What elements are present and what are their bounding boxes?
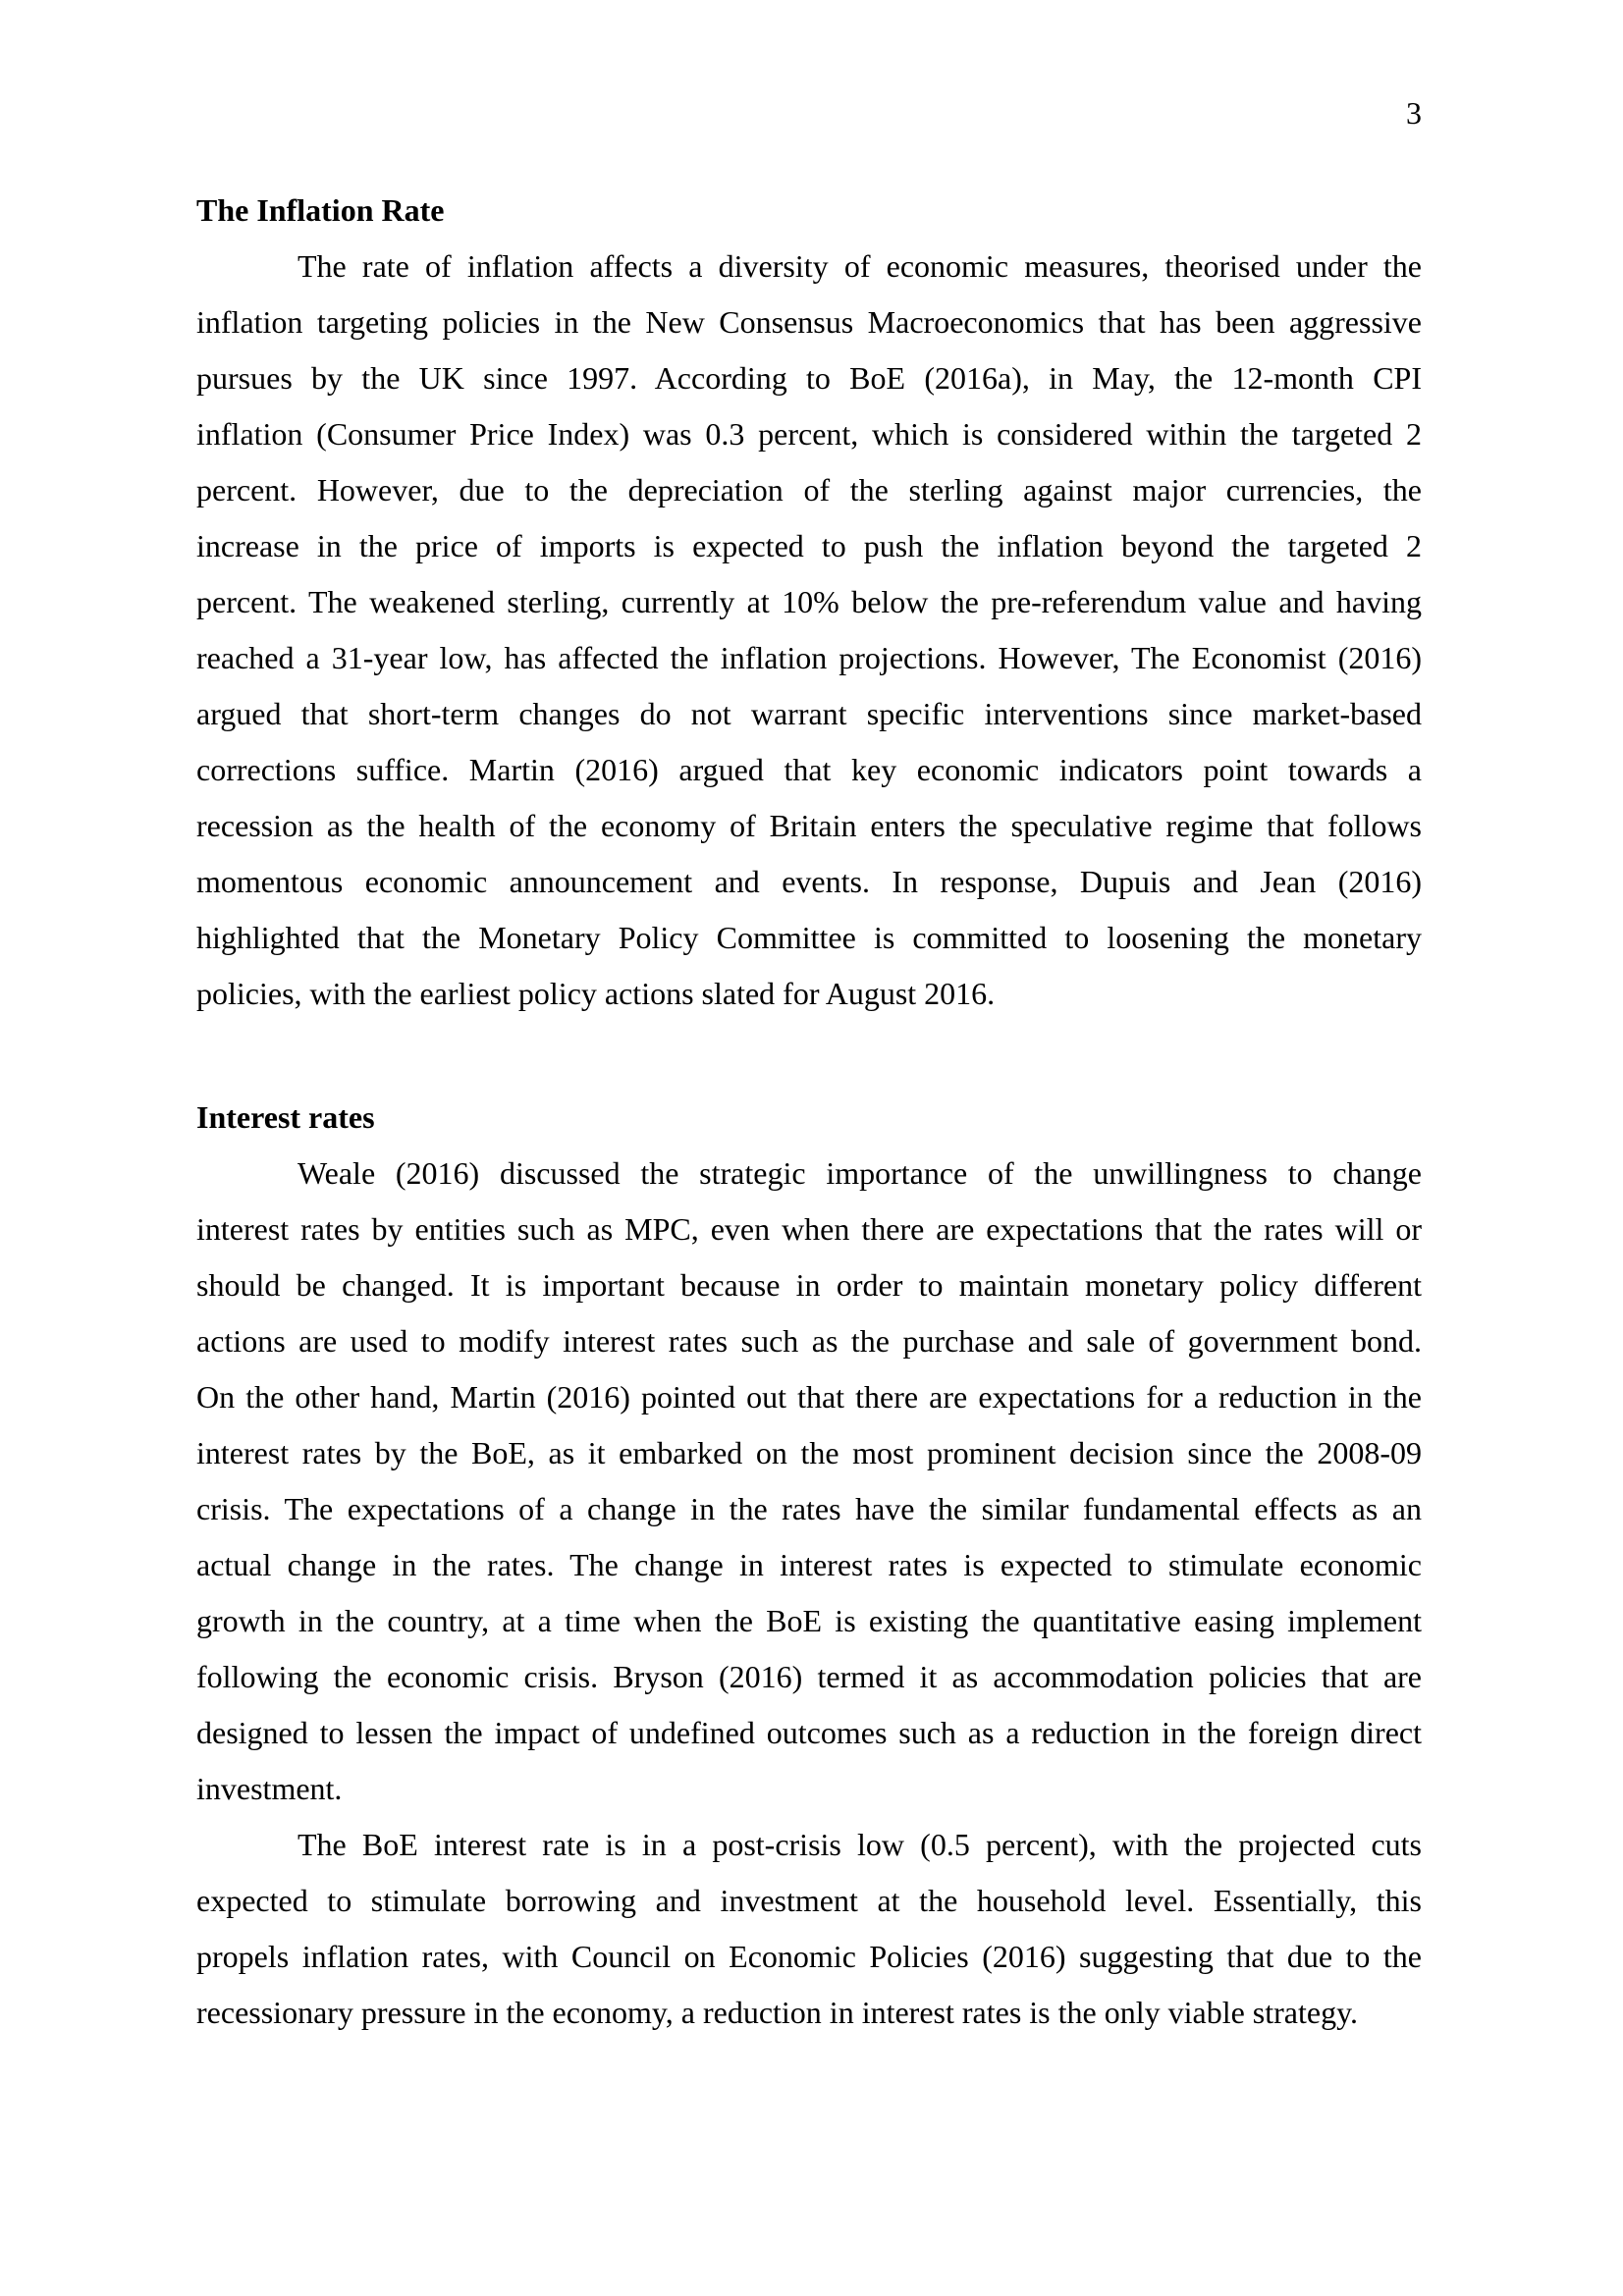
paragraph-line: inflation (Consumer Price Index) was 0.3 percent, which is considered within the targeted 2 [196, 416, 1422, 452]
paragraph-line: reached a 31-year low, has affected the inflation projections. However, The Economist (2016) [196, 640, 1422, 675]
paragraph-line: increase in the price of imports is expected to push the inflation beyond the targeted 2 [196, 528, 1422, 563]
paragraph-line: recessionary pressure in the economy, a reduction in interest rates is the only viable strategy. [196, 1995, 1359, 2030]
paragraph-line: investment. [196, 1771, 343, 1806]
paragraph-line: designed to lessen the impact of undefined outcomes such as a reduction in the foreign direct [196, 1715, 1422, 1750]
paragraph-line: corrections suffice. Martin (2016) argued that key economic indicators point towards a [196, 752, 1422, 787]
paragraph-line: crisis. The expectations of a change in the rates have the similar fundamental effects as an [196, 1491, 1422, 1526]
paragraph-line: actions are used to modify interest rates such as the purchase and sale of government bond. [196, 1323, 1422, 1359]
paragraph-line: argued that short-term changes do not warrant specific interventions since market-based [196, 696, 1422, 731]
paragraph-line: momentous economic announcement and events. In response, Dupuis and Jean (2016) [196, 864, 1422, 899]
page-number: 3 [1406, 95, 1422, 131]
paragraph-line: actual change in the rates. The change in interest rates is expected to stimulate economic [196, 1547, 1422, 1582]
paragraph-line: policies, with the earliest policy actions slated for August 2016. [196, 976, 996, 1011]
paragraph-line: highlighted that the Monetary Policy Committee is committed to loosening the monetary [196, 920, 1422, 955]
paragraph-line: growth in the country, at a time when the BoE is existing the quantitative easing implement [196, 1603, 1422, 1638]
paragraph-line: percent. However, due to the depreciation of the sterling against major currencies, the [196, 472, 1422, 507]
paragraph-line: interest rates by entities such as MPC, even when there are expectations that the rates will or [196, 1211, 1422, 1247]
paragraph-line: The BoE interest rate is in a post-crisis low (0.5 percent), with the projected cuts [298, 1827, 1422, 1862]
section-heading-interest-rates: Interest rates [196, 1099, 375, 1135]
paragraph [196, 239, 1422, 1022]
paragraph-line: following the economic crisis. Bryson (2016) termed it as accommodation policies that are [196, 1659, 1422, 1694]
paragraph-line: On the other hand, Martin (2016) pointed out that there are expectations for a reduction in the [196, 1379, 1422, 1415]
document-body [196, 183, 1422, 2041]
paragraph-line: recession as the health of the economy of Britain enters the speculative regime that follows [196, 808, 1422, 843]
paragraph-line: interest rates by the BoE, as it embarked on the most prominent decision since the 2008-09 [196, 1435, 1422, 1470]
paragraph-line: The rate of inflation affects a diversity of economic measures, theorised under the [298, 248, 1422, 284]
paragraph-line: inflation targeting policies in the New Consensus Macroeconomics that has been aggressive [196, 304, 1422, 340]
paragraph-line: propels inflation rates, with Council on Economic Policies (2016) suggesting that due to the [196, 1939, 1422, 1974]
paragraph [196, 1817, 1422, 2041]
section-heading-the-inflation-rate: The Inflation Rate [196, 192, 445, 228]
paragraph-line: percent. The weakened sterling, currently at 10% below the pre-referendum value and having [196, 584, 1422, 619]
paragraph-line: pursues by the UK since 1997. According to BoE (2016a), in May, the 12-month CPI [196, 360, 1422, 396]
paragraph-line: expected to stimulate borrowing and investment at the household level. Essentially, this [196, 1883, 1422, 1918]
paragraph-line: Weale (2016) discussed the strategic importance of the unwillingness to change [298, 1155, 1422, 1191]
paragraph-line: should be changed. It is important because in order to maintain monetary policy different [196, 1267, 1422, 1303]
paragraph [196, 1146, 1422, 1817]
